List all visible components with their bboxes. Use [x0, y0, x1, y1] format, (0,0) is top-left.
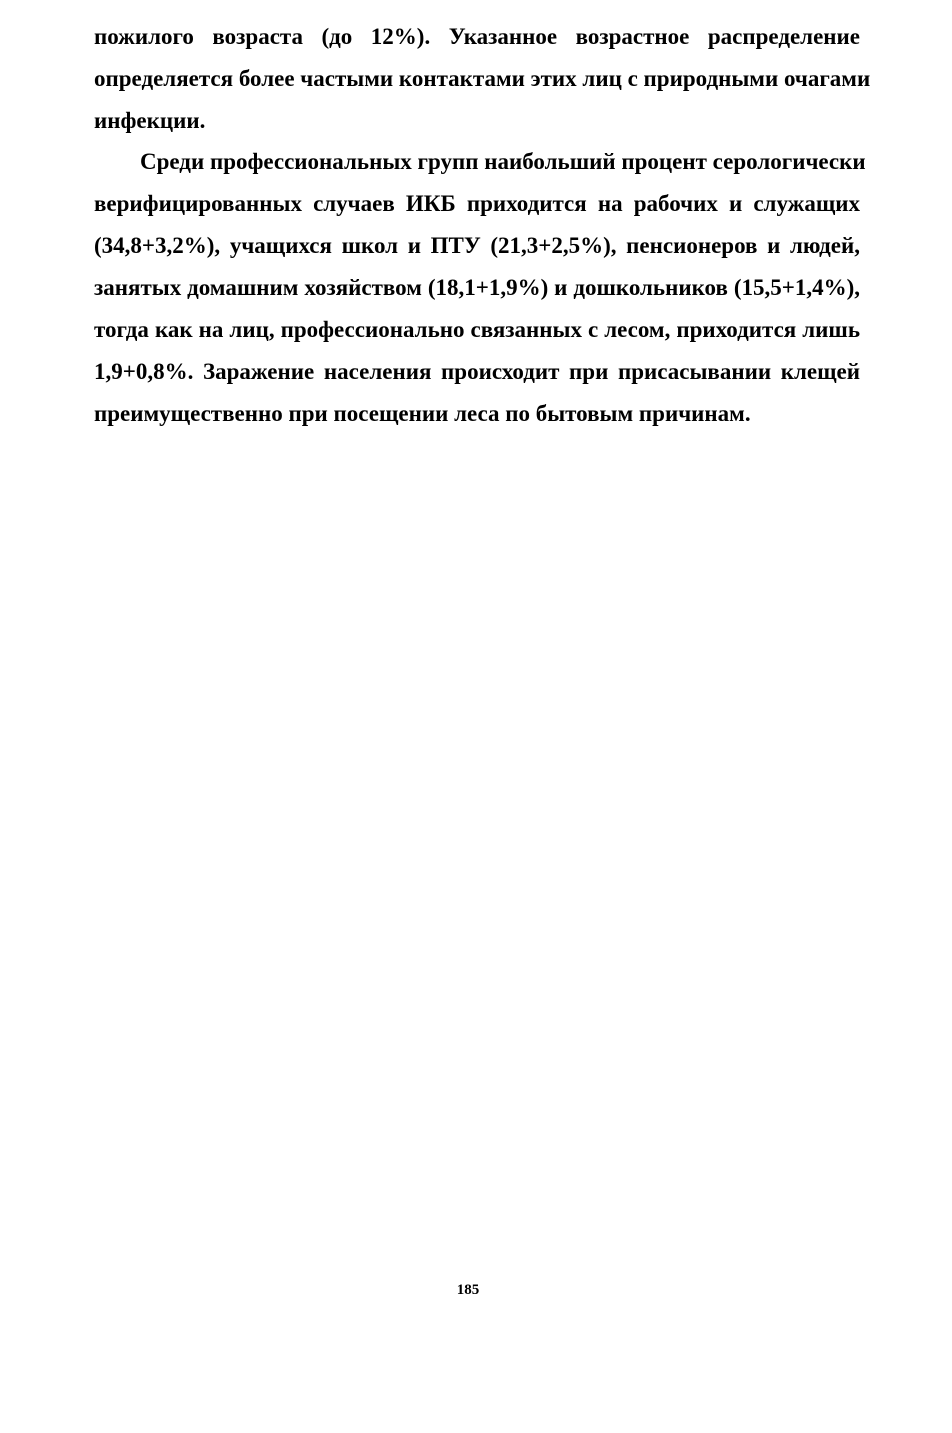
text-line: занятых домашним хозяйством (18,1+1,9%) и дошкольников (15,5+1,4%), [94, 275, 860, 300]
text-line: инфекции. [94, 108, 206, 133]
text-line: 1,9+0,8%. Заражение населения происходит при присасывании клещей [94, 359, 860, 384]
page-number: 185 [456, 1282, 480, 1298]
text-line: пожилого возраста (до 12%). Указанное возрастное распределение [94, 24, 860, 49]
text-line: тогда как на лиц, профессионально связанных с лесом, приходится лишь [94, 317, 860, 342]
text-line: верифицированных случаев ИКБ приходится на рабочих и служащих [94, 191, 860, 216]
text-line: Среди профессиональных групп наибольший процент серологически [140, 149, 866, 174]
text-line: преимущественно при посещении леса по бытовым причинам. [94, 401, 751, 426]
text-line: (34,8+3,2%), учащихся школ и ПТУ (21,3+2,5%), пенсионеров и людей, [94, 233, 860, 258]
text-line: определяется более частыми контактами этих лиц с природными очагами [94, 66, 871, 91]
